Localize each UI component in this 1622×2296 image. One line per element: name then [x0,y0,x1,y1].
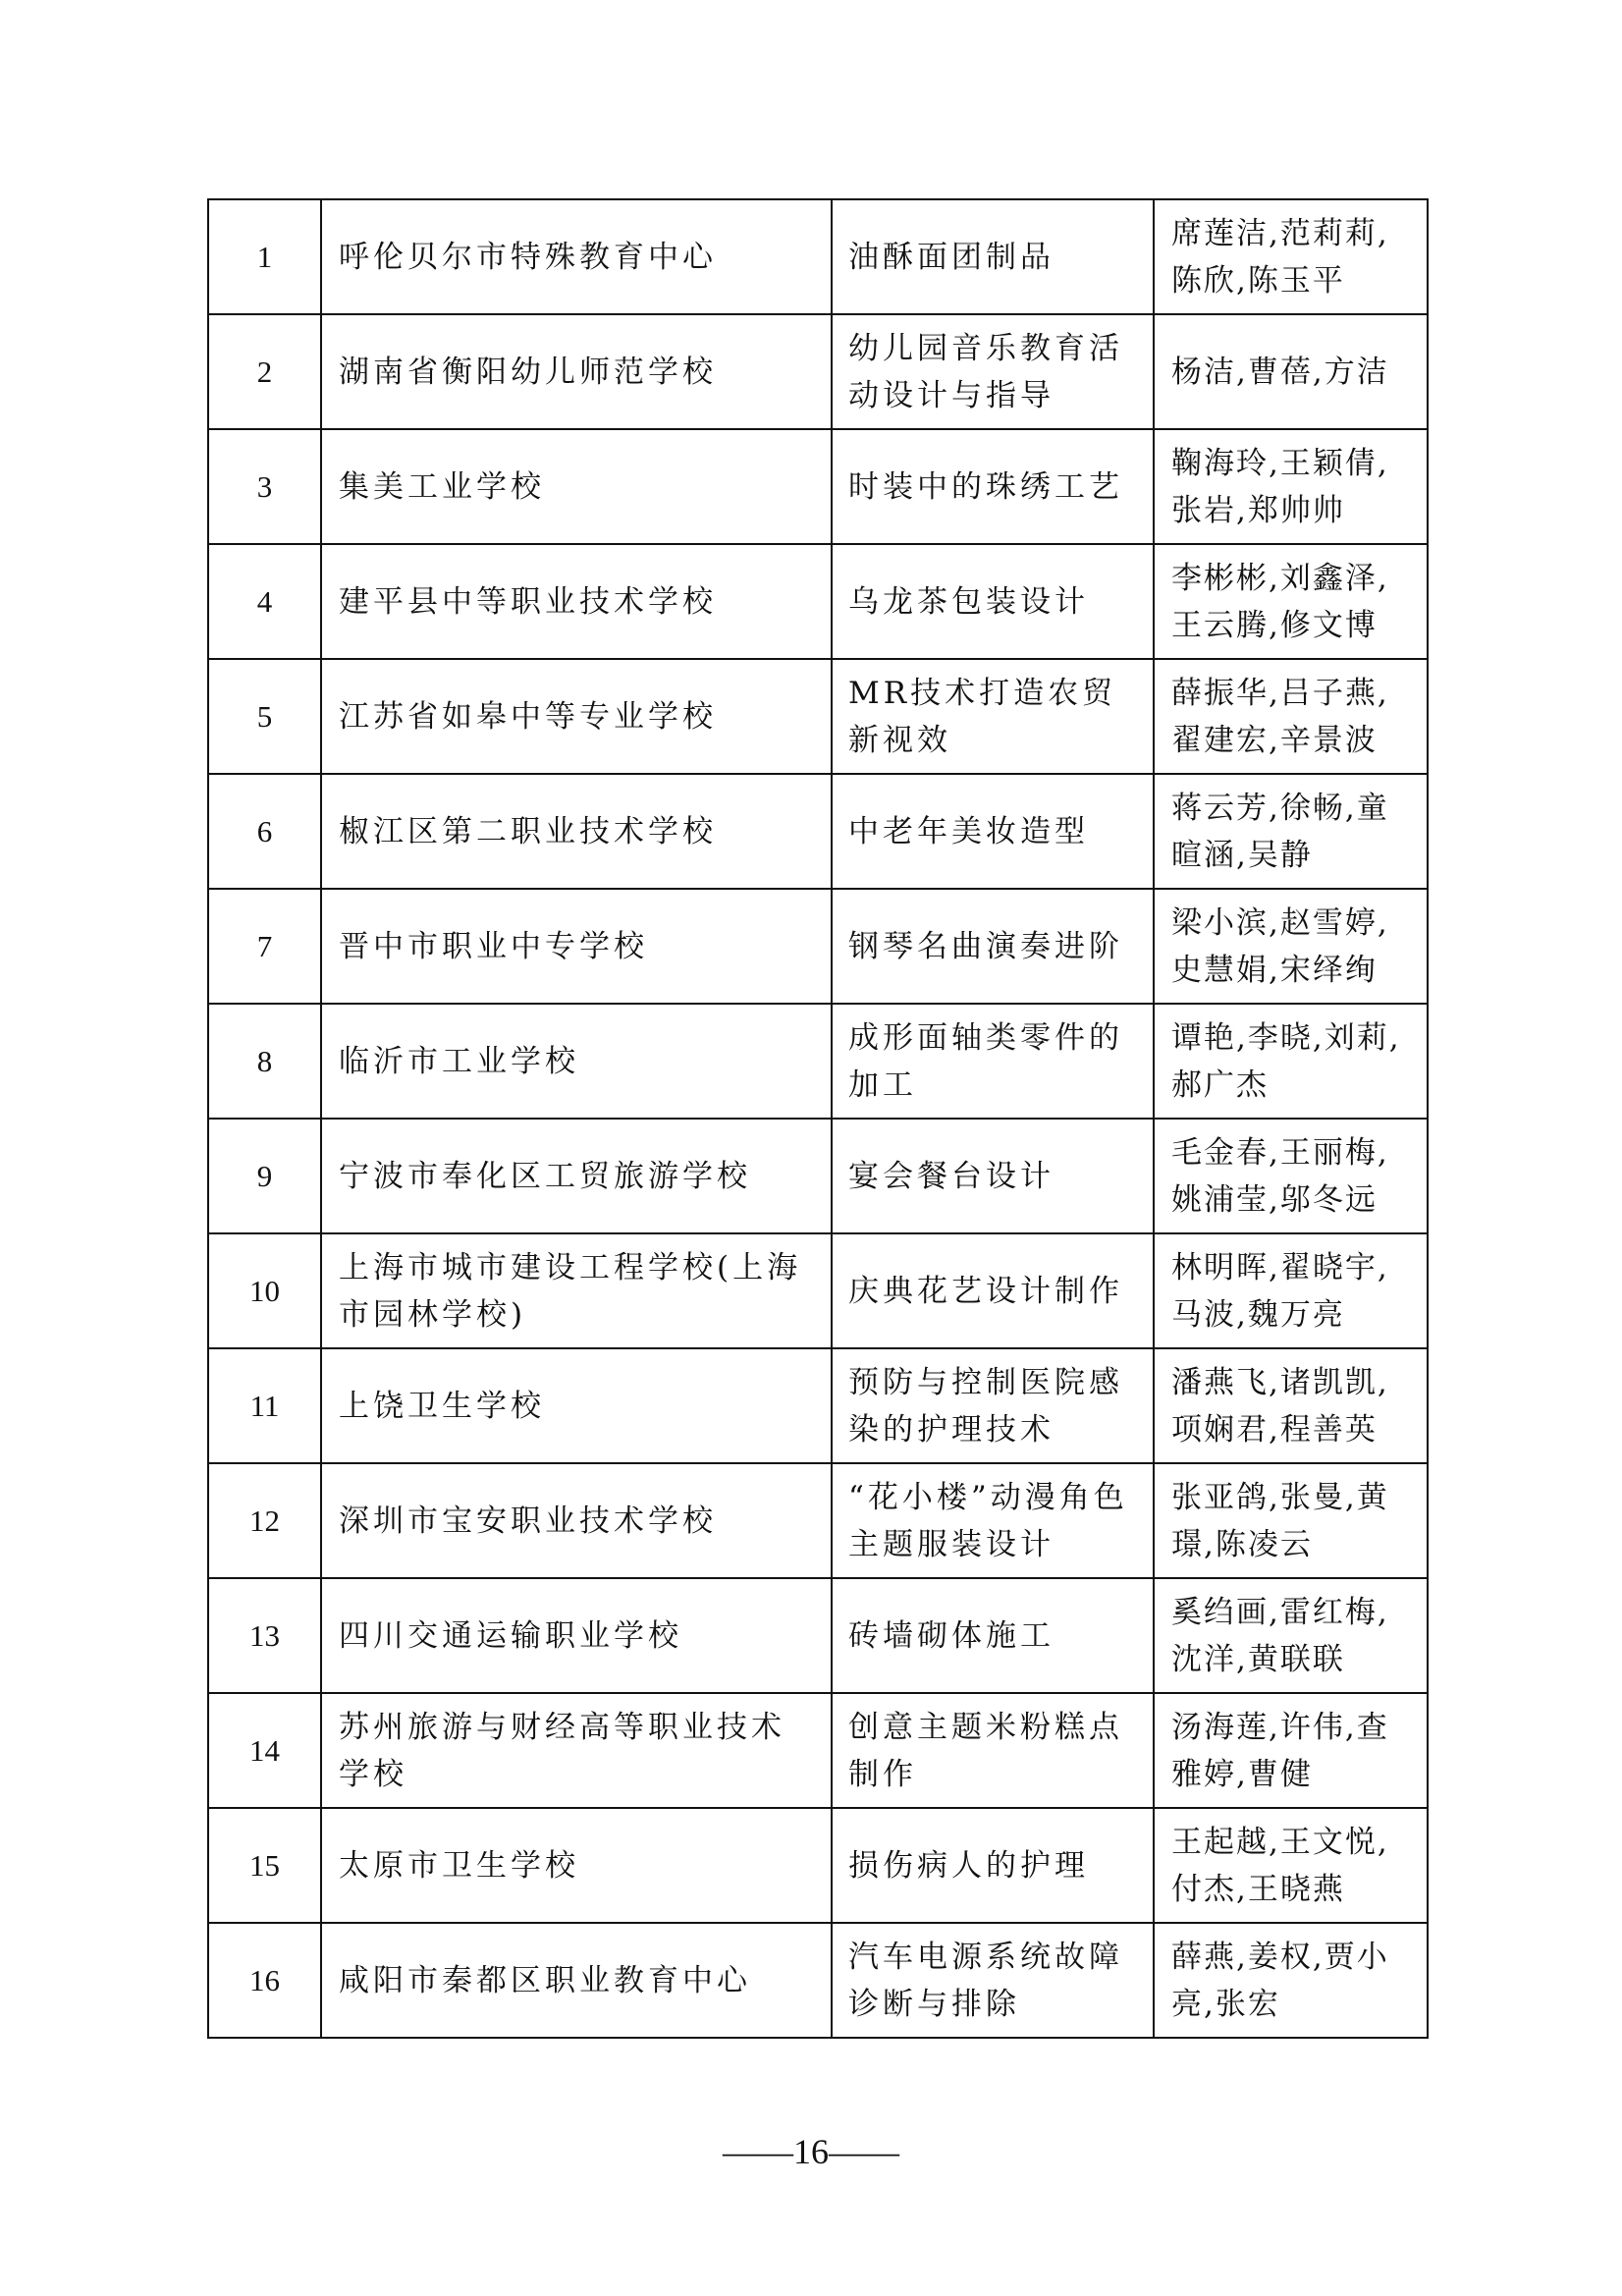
table-row [208,1923,1428,2038]
row-number: 4 [208,544,321,659]
work-title: 预防与控制医院感染的护理技术 [832,1348,1154,1463]
school-name: 太原市卫生学校 [321,1808,832,1923]
work-title: 宴会餐台设计 [832,1119,1154,1233]
row-number: 14 [208,1693,321,1808]
work-title: 汽车电源系统故障诊断与排除 [832,1923,1154,2038]
table-row [208,1808,1428,1923]
table-row [208,314,1428,429]
school-name: 呼伦贝尔市特殊教育中心 [321,199,832,314]
row-number: 2 [208,314,321,429]
table-row [208,1578,1428,1693]
table-row [208,1119,1428,1233]
award-table-body [208,199,1428,2038]
team-members: 汤海莲,许伟,查雅婷,曹健 [1154,1693,1428,1808]
work-title: 幼儿园音乐教育活动设计与指导 [832,314,1154,429]
school-name: 湖南省衡阳幼儿师范学校 [321,314,832,429]
work-title: 钢琴名曲演奏进阶 [832,889,1154,1004]
table-row [208,1004,1428,1119]
school-name: 建平县中等职业技术学校 [321,544,832,659]
work-title: 中老年美妆造型 [832,774,1154,889]
school-name: 晋中市职业中专学校 [321,889,832,1004]
team-members: 杨洁,曹蓓,方洁 [1154,314,1428,429]
team-members: 张亚鸽,张曼,黄璟,陈凌云 [1154,1463,1428,1578]
school-name: 宁波市奉化区工贸旅游学校 [321,1119,832,1233]
work-title: 损伤病人的护理 [832,1808,1154,1923]
work-title: MR技术打造农贸新视效 [832,659,1154,774]
work-title: 时装中的珠绣工艺 [832,429,1154,544]
table-row [208,774,1428,889]
row-number: 16 [208,1923,321,2038]
work-title: 庆典花艺设计制作 [832,1233,1154,1348]
row-number: 8 [208,1004,321,1119]
school-name: 临沂市工业学校 [321,1004,832,1119]
table-row [208,1348,1428,1463]
team-members: 李彬彬,刘鑫泽,王云腾,修文博 [1154,544,1428,659]
row-number: 10 [208,1233,321,1348]
team-members: 蒋云芳,徐畅,童暄涵,吴静 [1154,774,1428,889]
school-name: 上海市城市建设工程学校(上海市园林学校) [321,1233,832,1348]
page-number: ——16—— [723,2132,899,2171]
team-members: 奚绉画,雷红梅,沈洋,黄联联 [1154,1578,1428,1693]
work-title: 砖墙砌体施工 [832,1578,1154,1693]
table-row [208,199,1428,314]
row-number: 3 [208,429,321,544]
table-row [208,1463,1428,1578]
work-title: 创意主题米粉糕点制作 [832,1693,1154,1808]
award-table [207,198,1429,2039]
team-members: 薛燕,姜权,贾小亮,张宏 [1154,1923,1428,2038]
table-row [208,544,1428,659]
row-number: 6 [208,774,321,889]
row-number: 7 [208,889,321,1004]
school-name: 深圳市宝安职业技术学校 [321,1463,832,1578]
school-name: 咸阳市秦都区职业教育中心 [321,1923,832,2038]
row-number: 11 [208,1348,321,1463]
work-title: 乌龙茶包装设计 [832,544,1154,659]
team-members: 席莲洁,范莉莉,陈欣,陈玉平 [1154,199,1428,314]
team-members: 谭艳,李晓,刘莉,郝广杰 [1154,1004,1428,1119]
table-row [208,1693,1428,1808]
school-name: 椒江区第二职业技术学校 [321,774,832,889]
team-members: 薛振华,吕子燕,翟建宏,辛景波 [1154,659,1428,774]
row-number: 5 [208,659,321,774]
team-members: 毛金春,王丽梅,姚浦莹,邬冬远 [1154,1119,1428,1233]
work-title: 油酥面团制品 [832,199,1154,314]
team-members: 王起越,王文悦,付杰,王晓燕 [1154,1808,1428,1923]
school-name: 集美工业学校 [321,429,832,544]
school-name: 上饶卫生学校 [321,1348,832,1463]
work-title: 成形面轴类零件的加工 [832,1004,1154,1119]
table-row [208,889,1428,1004]
school-name: 江苏省如皋中等专业学校 [321,659,832,774]
team-members: 鞠海玲,王颖倩,张岩,郑帅帅 [1154,429,1428,544]
school-name: 四川交通运输职业学校 [321,1578,832,1693]
school-name: 苏州旅游与财经高等职业技术学校 [321,1693,832,1808]
row-number: 9 [208,1119,321,1233]
table-row [208,659,1428,774]
row-number: 15 [208,1808,321,1923]
team-members: 梁小滨,赵雪婷,史慧娟,宋绎绚 [1154,889,1428,1004]
work-title: “花小楼”动漫角色主题服装设计 [832,1463,1154,1578]
row-number: 1 [208,199,321,314]
table-row [208,429,1428,544]
team-members: 林明晖,翟晓宇,马波,魏万亮 [1154,1233,1428,1348]
team-members: 潘燕飞,诸凯凯,项娴君,程善英 [1154,1348,1428,1463]
row-number: 13 [208,1578,321,1693]
row-number: 12 [208,1463,321,1578]
table-row [208,1233,1428,1348]
